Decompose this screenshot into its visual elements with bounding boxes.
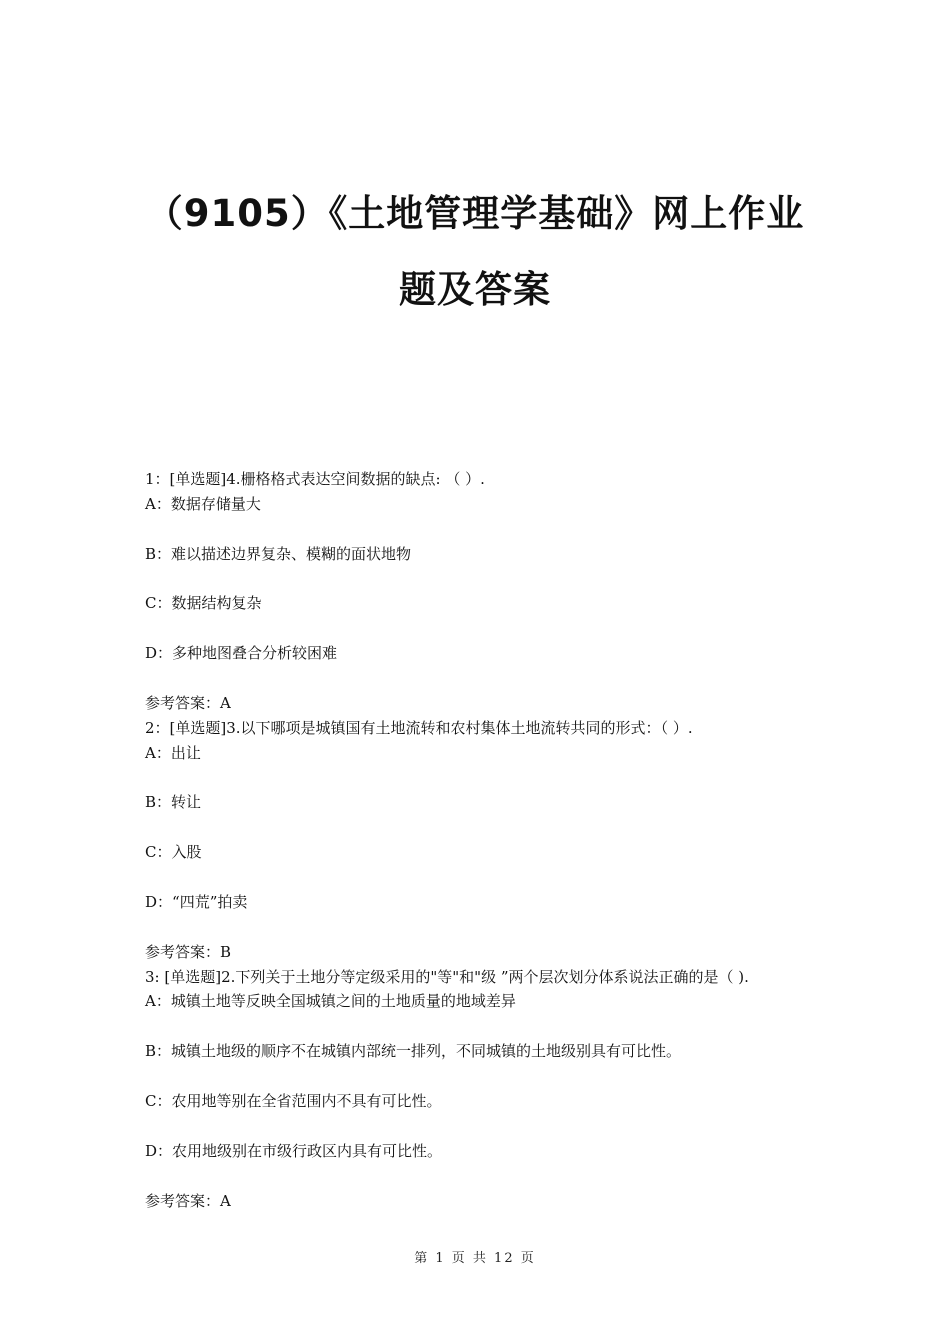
question-1-option-d: D：多种地图叠合分析较困难 — [145, 644, 338, 663]
question-1-answer: 参考答案：A — [145, 693, 231, 712]
question-2-option-c: C：入股 — [145, 843, 202, 862]
question-3-answer: 参考答案：A — [145, 1191, 231, 1210]
question-1-option-a: A：数据存储量大 — [145, 494, 261, 513]
question-1-option-b: B：难以描述边界复杂、模糊的面状地物 — [145, 544, 412, 563]
question-list — [145, 467, 845, 1213]
question-1-option-c: C：数据结构复杂 — [145, 594, 262, 613]
document-title-line-1: （9105）《土地管理学基础》网上作业 — [145, 192, 805, 235]
question-3-option-a: A：城镇土地等反映全国城镇之间的土地质量的地域差异 — [145, 992, 516, 1011]
page-footer: 第 1 页 共 12 页 — [414, 1251, 536, 1266]
question-3-stem: 3: [单选题]2.下列关于土地分等定级采用的"等"和"级 ”两个层次划分体系说法正确的是（ ). — [145, 967, 749, 986]
question-3-option-c: C：农用地等别在全省范围内不具有可比性。 — [145, 1091, 442, 1110]
question-2-stem: 2：[单选题]3.以下哪项是城镇国有土地流转和农村集体土地流转共同的形式：（ ）. — [145, 718, 693, 737]
question-3-option-b: B：城镇土地级的顺序不在城镇内部统一排列，不同城镇的土地级别具有可比性。 — [145, 1042, 682, 1061]
question-3-option-d: D：农用地级别在市级行政区内具有可比性。 — [145, 1141, 443, 1160]
document-title-line-2: 题及答案 — [399, 268, 551, 311]
question-2-answer: 参考答案：B — [145, 942, 232, 961]
question-2-option-a: A：出让 — [145, 743, 201, 762]
question-2-option-b: B：转让 — [145, 793, 202, 812]
question-1-stem: 1：[单选题]4.栅格格式表达空间数据的缺点: （ ）. — [145, 470, 485, 488]
question-2-option-d: D：“四荒”拍卖 — [145, 892, 248, 911]
